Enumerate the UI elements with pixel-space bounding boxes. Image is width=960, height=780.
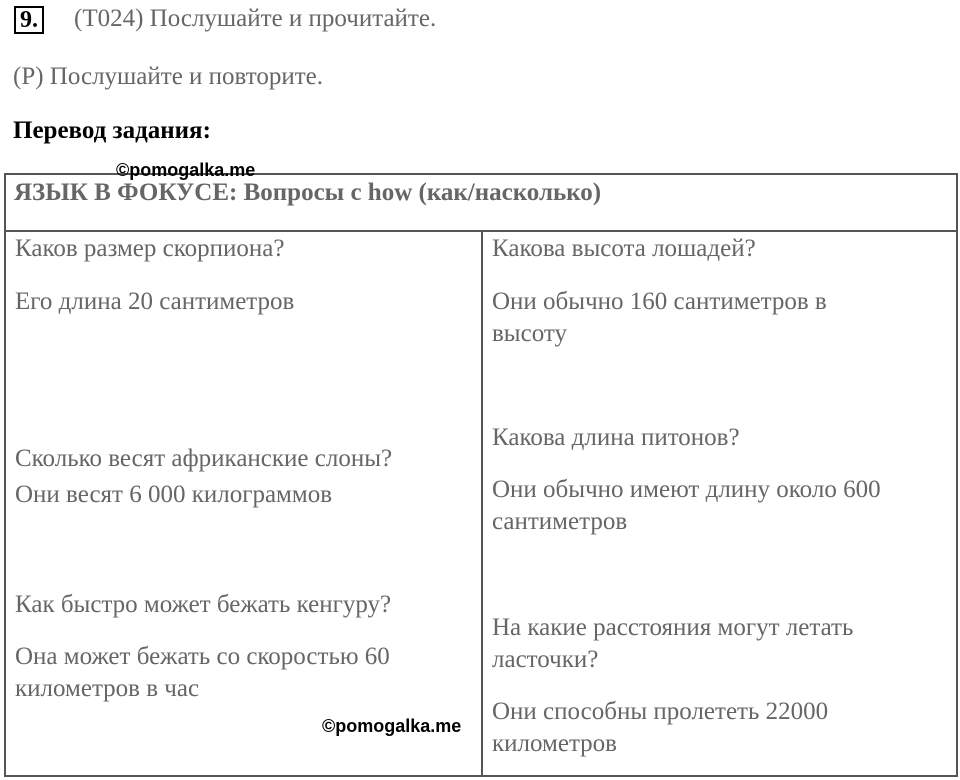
right-answer-pythons: Они обычно имеют длину около 600 сантиметров — [492, 476, 881, 535]
exercise-instruction-listen-repeat: (P) Послушайте и повторите. — [13, 63, 323, 90]
watermark-bottom: ©pomogalka.me — [322, 716, 462, 736]
right-answer-horses: Они обычно 160 сантиметров в высоту — [492, 288, 827, 347]
right-question-pythons: Какова длина питонов? — [492, 424, 740, 451]
right-answer-swallows: Они способны пролететь 22000 километров — [492, 698, 829, 757]
right-question-horses: Какова высота лошадей? — [492, 235, 756, 262]
left-answer-scorpion: Его длина 20 сантиметров — [15, 288, 295, 315]
left-question-elephants: Сколько весят африканские слоны? — [15, 445, 393, 472]
task-translation-title: Перевод задания: — [13, 117, 211, 144]
right-question-swallows: На какие расстояния могут летать ласточки? — [492, 614, 854, 673]
exercise-instruction-listen-read: (T024) Послушайте и прочитайте. — [74, 5, 437, 32]
column-divider — [481, 232, 483, 777]
left-answer-kangaroo: Она может бежать со скоростью 60 километров в час — [15, 643, 390, 702]
left-answer-elephants: Они весят 6 000 килограммов — [15, 481, 333, 508]
table-header-cell — [6, 175, 956, 232]
watermark-top: ©pomogalka.me — [116, 160, 256, 180]
left-question-kangaroo: Как быстро может бежать кенгуру? — [15, 591, 392, 618]
left-question-scorpion: Каков размер скорпиона? — [15, 235, 285, 262]
language-focus-table — [4, 173, 958, 777]
exercise-number: 9. — [14, 6, 44, 34]
table-header-text: ЯЗЫК В ФОКУСЕ: Вопросы с how (как/насколько) — [14, 179, 602, 206]
